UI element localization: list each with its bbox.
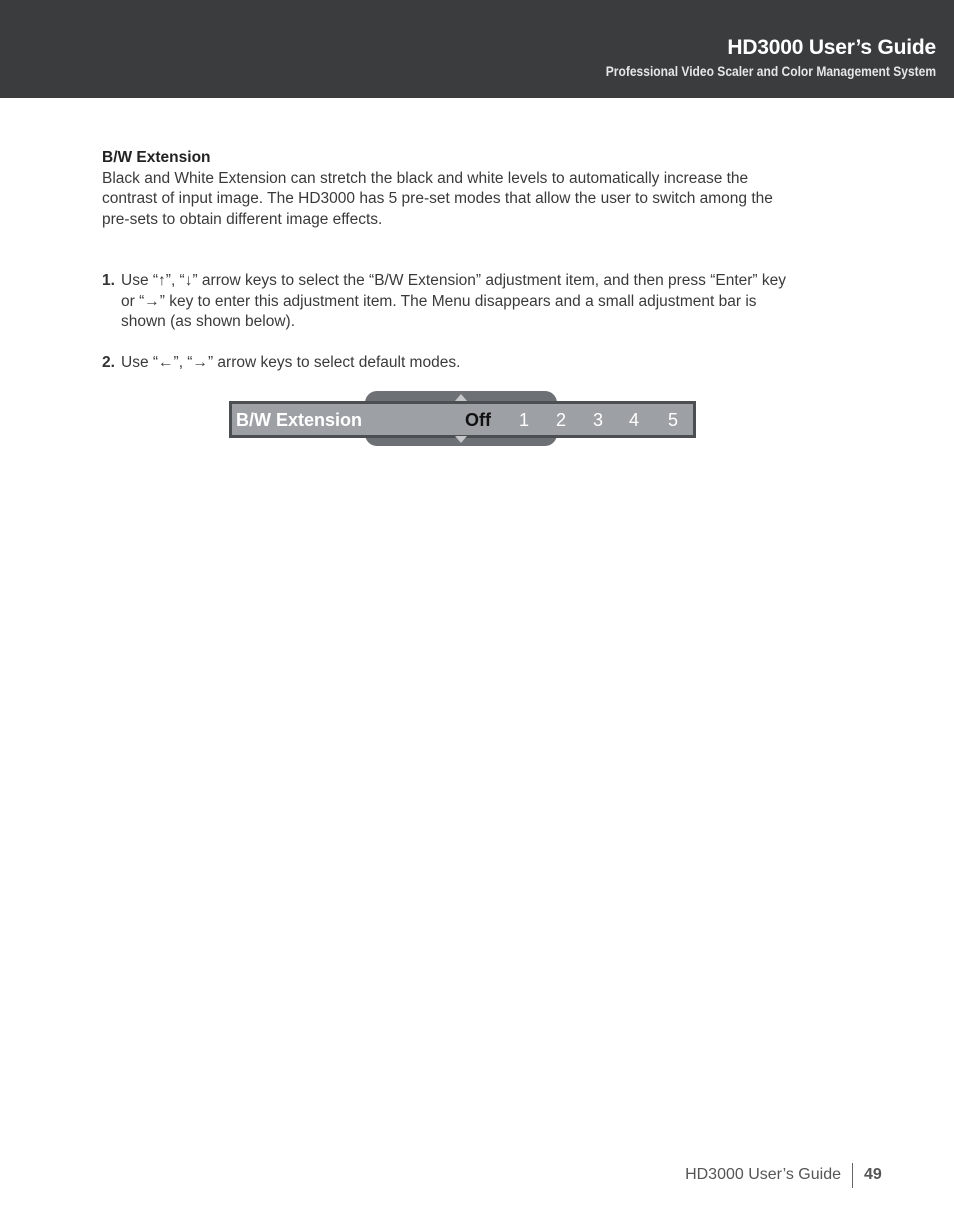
step-text: Use “↑”, “↓” arrow keys to select the “B/W Extension” adjustment item, and then press “Enter” key or “→” key to enter this adjustment item. The Menu disappears and a small adjustment bar is shown (as shown below).	[121, 272, 787, 330]
step-item	[102, 271, 802, 333]
main-content	[102, 148, 802, 393]
option-4[interactable]: 4	[629, 410, 640, 430]
adjustment-bar-inner	[232, 404, 693, 435]
option-5[interactable]: 5	[668, 410, 679, 430]
option-off[interactable]: Off	[465, 410, 491, 430]
down-arrow-icon[interactable]	[455, 436, 467, 443]
adjustment-bar	[229, 401, 696, 438]
page-header	[0, 0, 954, 98]
section-heading: B/W Extension	[102, 149, 211, 166]
steps-list	[102, 271, 802, 373]
bw-extension-adjustment-bar	[229, 391, 696, 446]
document-subtitle: Professional Video Scaler and Color Management System	[605, 63, 936, 79]
footer-divider	[852, 1163, 853, 1188]
section-body: Black and White Extension can stretch the black and white levels to automatically increase the contrast of input image. The HD3000 has 5 pre-set modes that allow the user to switch among the pre-sets to obtain different image effects.	[102, 169, 773, 228]
step-item	[102, 353, 802, 374]
step-number: 1.	[102, 272, 115, 289]
option-2[interactable]: 2	[556, 410, 567, 430]
option-3[interactable]: 3	[593, 410, 604, 430]
option-1[interactable]: 1	[519, 410, 530, 430]
step-number: 2.	[102, 353, 115, 371]
step-text: Use “←”, “→” arrow keys to select default modes.	[121, 353, 461, 371]
page-number: 49	[864, 1166, 882, 1183]
document-title: HD3000 User’s Guide	[727, 36, 936, 59]
up-arrow-icon[interactable]	[455, 394, 467, 401]
adjustment-label: B/W Extension	[236, 410, 363, 430]
footer-guide-name: HD3000 User’s Guide	[685, 1166, 841, 1183]
